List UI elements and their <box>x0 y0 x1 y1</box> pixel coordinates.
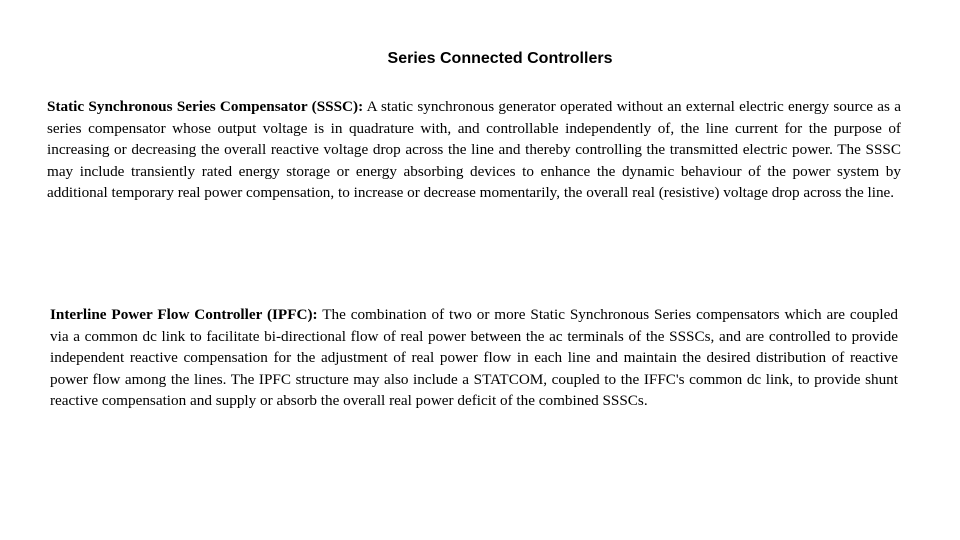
ipfc-term: Interline Power Flow Controller (IPFC): <box>50 306 318 323</box>
sssc-description: A static synchronous generator operated without an external electric energy source as a series compensator whose output voltage is in quadrature with, and controllable independently of, the line current for the purpose of increasing or decreasing the overall reactive voltage drop across the line and thereby controlling the transmitted electric power. The SSSC may include transiently rated energy storage or energy absorbing devices to enhance the dynamic behaviour of the power system by additional temporary real power compensation, to increase or decrease momentarily, the overall real (resistive) voltage drop across the line. <box>47 98 901 202</box>
ipfc-definition-paragraph <box>50 304 898 412</box>
sssc-term: Static Synchronous Series Compensator (SSSC): <box>47 98 364 115</box>
slide-title: Series Connected Controllers <box>387 50 613 67</box>
ipfc-description: The combination of two or more Static Synchronous Series compensators which are coupled via a common dc link to facilitate bi-directional flow of real power between the ac terminals of the SSSCs, and are controlled to provide independent reactive compensation for the adjustment of real power flow in each line and maintain the desired distribution of reactive power flow among the lines. The IPFC structure may also include a STATCOM, coupled to the IFFC's common dc link, to provide shunt reactive compensation and supply or absorb the overall real power deficit of the combined SSSCs. <box>50 306 898 410</box>
sssc-definition-paragraph <box>47 96 901 204</box>
